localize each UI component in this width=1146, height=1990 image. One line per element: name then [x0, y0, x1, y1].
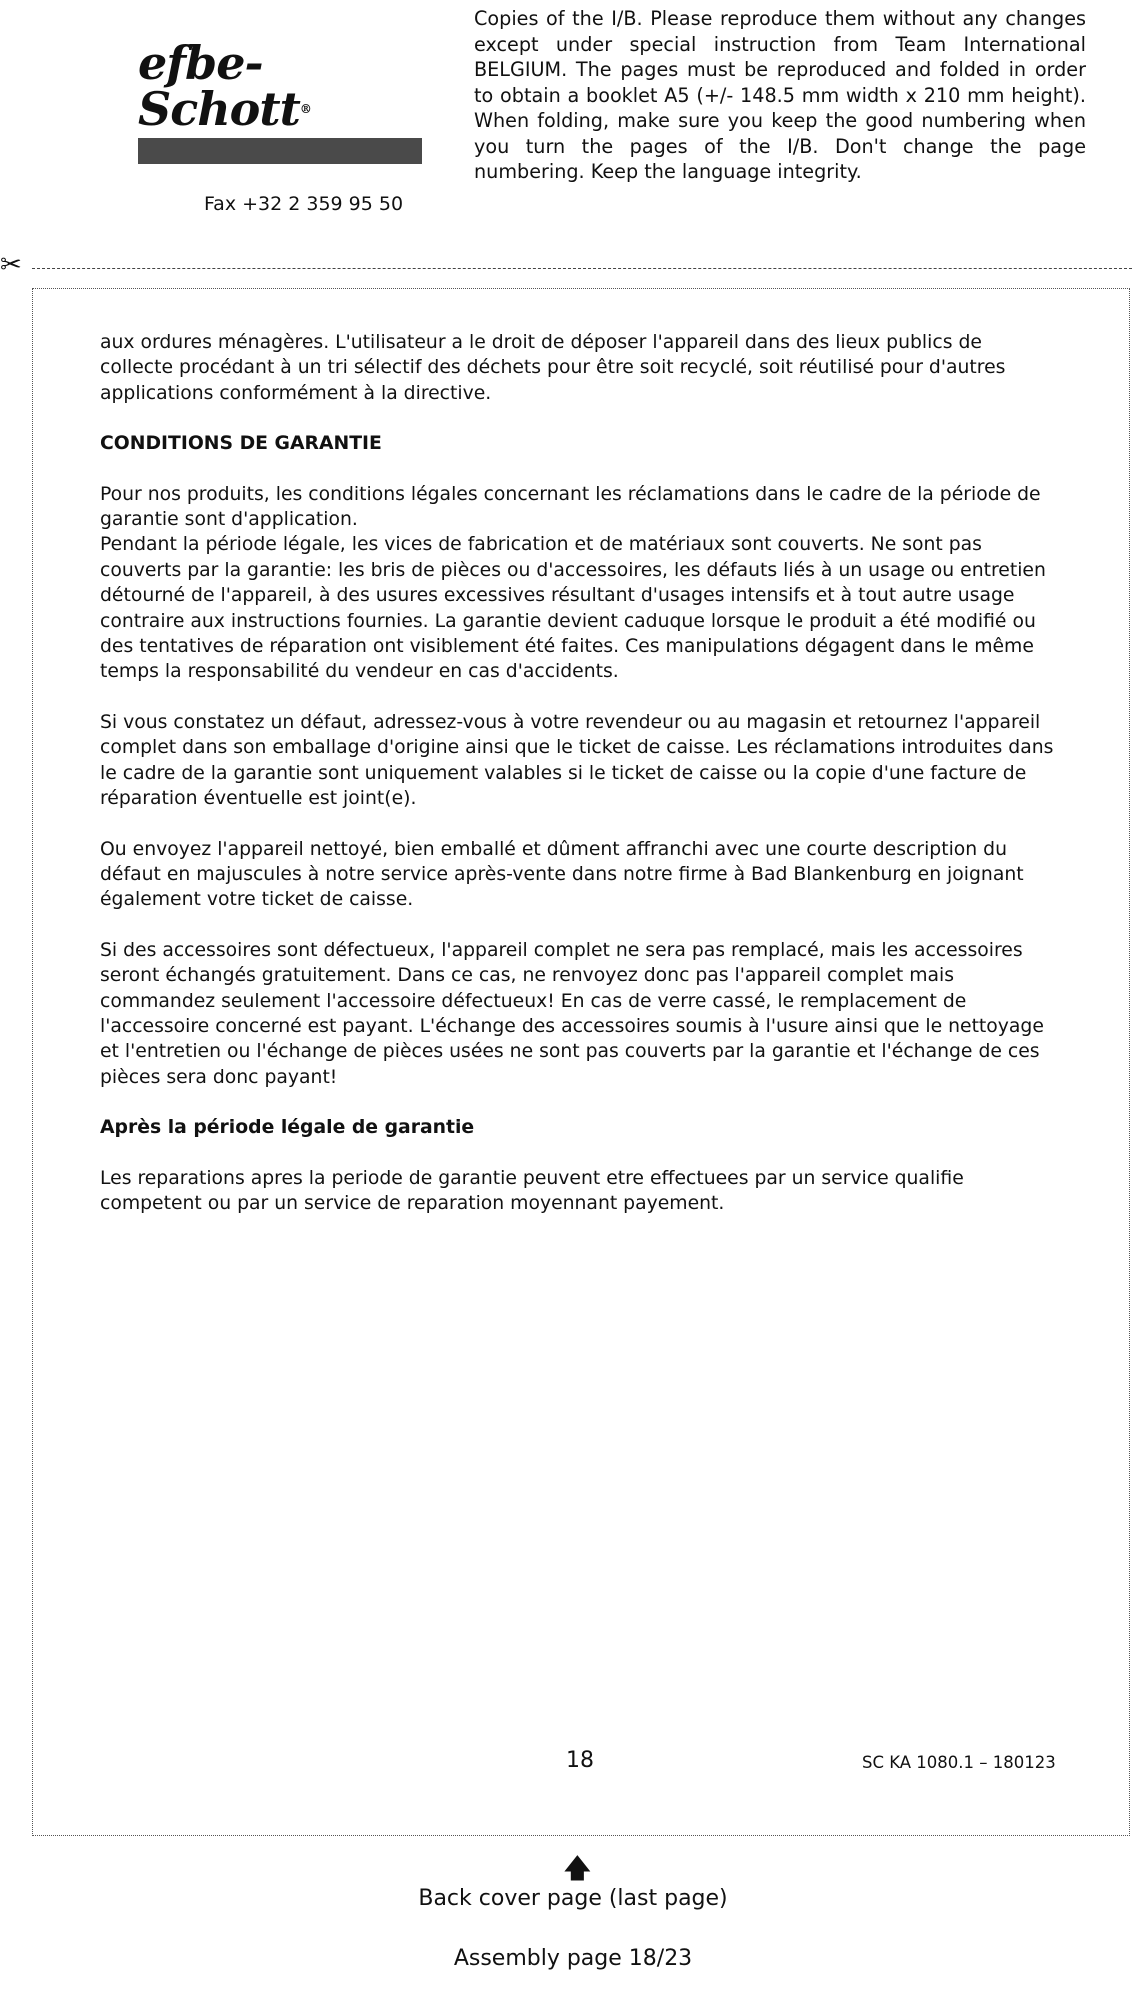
printing-instructions: Copies of the I/B. Please reproduce them without any changes except under special instruction from Team International BELGIUM. The pages must be reproduced and folded in order to obtain a booklet A5 (+/- 148.5 mm width x 210 mm height). When folding, make sure you keep the good numbering when you turn the pages of the I/B. Don't change the page numbering. Keep the language integrity. [474, 7, 1086, 183]
cut-line [32, 268, 1132, 269]
logo-bar [138, 138, 422, 164]
logo-wordmark: efbe-Schott® [138, 36, 311, 136]
back-cover-label: Back cover page (last page) [418, 1886, 728, 1911]
arrow-up-icon: 🡅 [564, 1854, 591, 1884]
heading-after-warranty: Après la période légale de garantie [100, 1117, 475, 1139]
fax-number: Fax +32 2 359 95 50 [204, 193, 404, 215]
paragraph-defect-return: Si vous constatez un défaut, adressez-vous à votre revendeur ou au magasin et retournez l'appareil complet dans son emballage d'origine ainsi que le ticket de caisse. Les réclamations introduites dans le cadre de la garantie sont uniquement valables si le ticket de caisse ou la copie d'une facture de réparation éventuelle est joint(e). [100, 711, 1054, 810]
paragraph-repairs: Les reparations apres la periode de garantie peuvent etre effectuees par un service qualifie competent ou par un service de reparation moyennant payement. [100, 1167, 964, 1214]
document-reference: SC KA 1080.1 – 180123 [862, 1753, 1056, 1772]
brand-logo [138, 36, 428, 164]
heading-warranty-conditions: CONDITIONS DE GARANTIE [100, 433, 382, 455]
paragraph-send-device: Ou envoyez l'appareil nettoyé, bien emballé et dûment affranchi avec une courte description du défaut en majuscules à notre service après-vente dans notre firme à Bad Blankenburg en joignant également votre ticket de caisse. [100, 838, 1024, 911]
scissors-icon: ✂ [0, 250, 22, 280]
registered-mark: ® [299, 102, 311, 116]
paragraph-accessories: Si des accessoires sont défectueux, l'appareil complet ne sera pas remplacé, mais les accessoires seront échangés gratuitement. Dans ce cas, ne renvoyez donc pas l'appareil complet mais commandez seulement l'accessoire défectueux! En cas de verre cassé, le remplacement de l'accessoire concerné est payant. L'échange des accessoires soumis à l'usure ainsi que le nettoyage et l'entretien ou l'échange de pièces usées ne sont pas couverts par la garantie et l'échange de ces pièces sera donc payant! [100, 939, 1044, 1088]
paragraph-coverage: Pendant la période légale, les vices de fabrication et de matériaux sont couverts. Ne sont pas couverts par la garantie: les bris de pièces ou d'accessoires, les défauts liés à un usage ou entretien détourné de l'appareil, à des usures excessives résultant d'usages intensifs et à tout autre usage contraire aux instructions fournies. La garantie devient caduque lorsque le produit a été modifié ou des tentatives de réparation ont visiblement été faites. Ces manipulations dégagent dans le même temps la responsabilité du vendeur en cas d'accidents. [100, 534, 1046, 683]
paragraph-disposal: aux ordures ménagères. L'utilisateur a le droit de déposer l'appareil dans des lieux publics de collecte procédant à un tri sélectif des déchets pour être soit recyclé, soit réutilisé pour d'autres applications conformément à la directive. [100, 332, 1006, 404]
page-content [100, 330, 1060, 1241]
assembly-page-label: Assembly page 18/23 [453, 1946, 693, 1971]
page-number: 18 [566, 1748, 594, 1773]
paragraph-legal-conditions: Pour nos produits, les conditions légales concernant les réclamations dans le cadre de la période de garantie sont d'application. [100, 483, 1041, 531]
